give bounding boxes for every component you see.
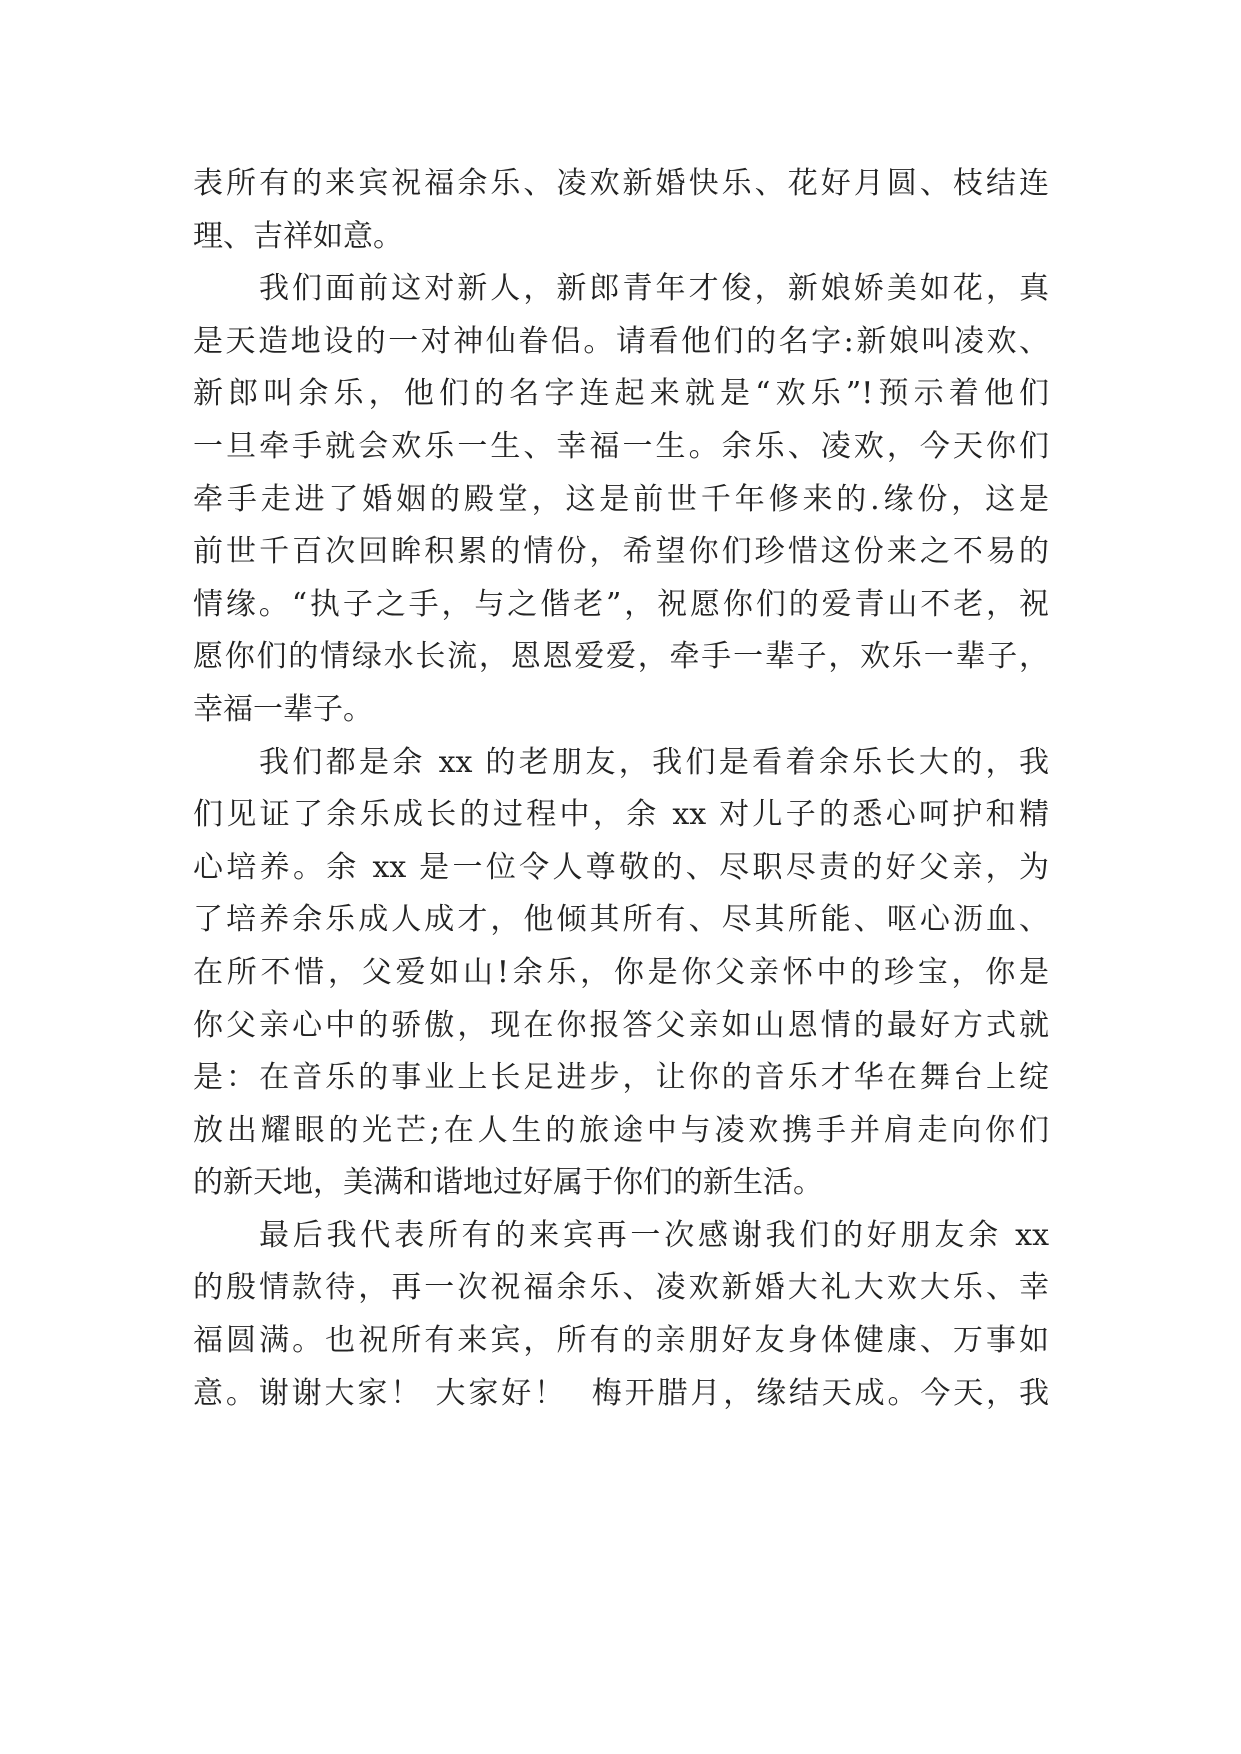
text-line: 是天造地设的一对神仙眷侣。请看他们的名字:新娘叫凌欢、 [193,323,1049,359]
text-line: 一旦牵手就会欢乐一生、幸福一生。余乐、凌欢，今天你们 [193,428,1049,464]
document-body [193,158,1049,1420]
text-line: 的新天地，美满和谐地过好属于你们的新生活。 [193,1165,823,1201]
text-line: 情缘。“执子之手，与之偕老”，祝愿你们的爱青山不老，祝 [193,586,1049,622]
text-line: 意。谢谢大家！ 大家好！ 梅开腊月，缘结天成。今天，我 [193,1375,1049,1411]
text-line: 理、吉祥如意。 [193,218,403,254]
text-line: 牵手走进了婚姻的殿堂，这是前世千年修来的.缘份，这是 [193,481,1049,517]
text-line: 我们面前这对新人，新郎青年才俊，新娘娇美如花，真 [259,271,1049,307]
text-line: 放出耀眼的光芒;在人生的旅途中与凌欢携手并肩走向你们 [193,1112,1049,1148]
text-line: 表所有的来宾祝福余乐、凌欢新婚快乐、花好月圆、枝结连 [193,166,1049,201]
text-line: 愿你们的情绿水长流，恩恩爱爱，牵手一辈子，欢乐一辈子， [193,639,1049,675]
text-line: 你父亲心中的骄傲，现在你报答父亲如山恩情的最好方式就 [193,1007,1049,1043]
text-line: 福圆满。也祝所有来宾，所有的亲朋好友身体健康、万事如 [193,1323,1049,1359]
text-line: 最后我代表所有的来宾再一次感谢我们的好朋友余 xx [259,1217,1049,1253]
text-line: 我们都是余 xx 的老朋友，我们是看着余乐长大的，我 [259,744,1049,780]
text-line: 幸福一辈子。 [193,691,373,727]
text-line: 了培养余乐成人成才，他倾其所有、尽其所能、呕心沥血、 [193,902,1049,938]
text-line: 们见证了余乐成长的过程中，余 xx 对儿子的悉心呵护和精 [193,797,1049,833]
text-line: 新郎叫余乐，他们的名字连起来就是“欢乐”!预示着他们 [193,376,1049,412]
text-line: 是：在音乐的事业上长足进步，让你的音乐才华在舞台上绽 [193,1060,1049,1096]
text-line: 的殷情款待，再一次祝福余乐、凌欢新婚大礼大欢大乐、幸 [193,1270,1049,1306]
text-line: 前世千百次回眸积累的情份，希望你们珍惜这份来之不易的 [193,534,1049,570]
text-line: 在所不惜，父爱如山!余乐，你是你父亲怀中的珍宝，你是 [193,954,1049,990]
text-line: 心培养。余 xx 是一位令人尊敬的、尽职尽责的好父亲，为 [193,849,1049,885]
